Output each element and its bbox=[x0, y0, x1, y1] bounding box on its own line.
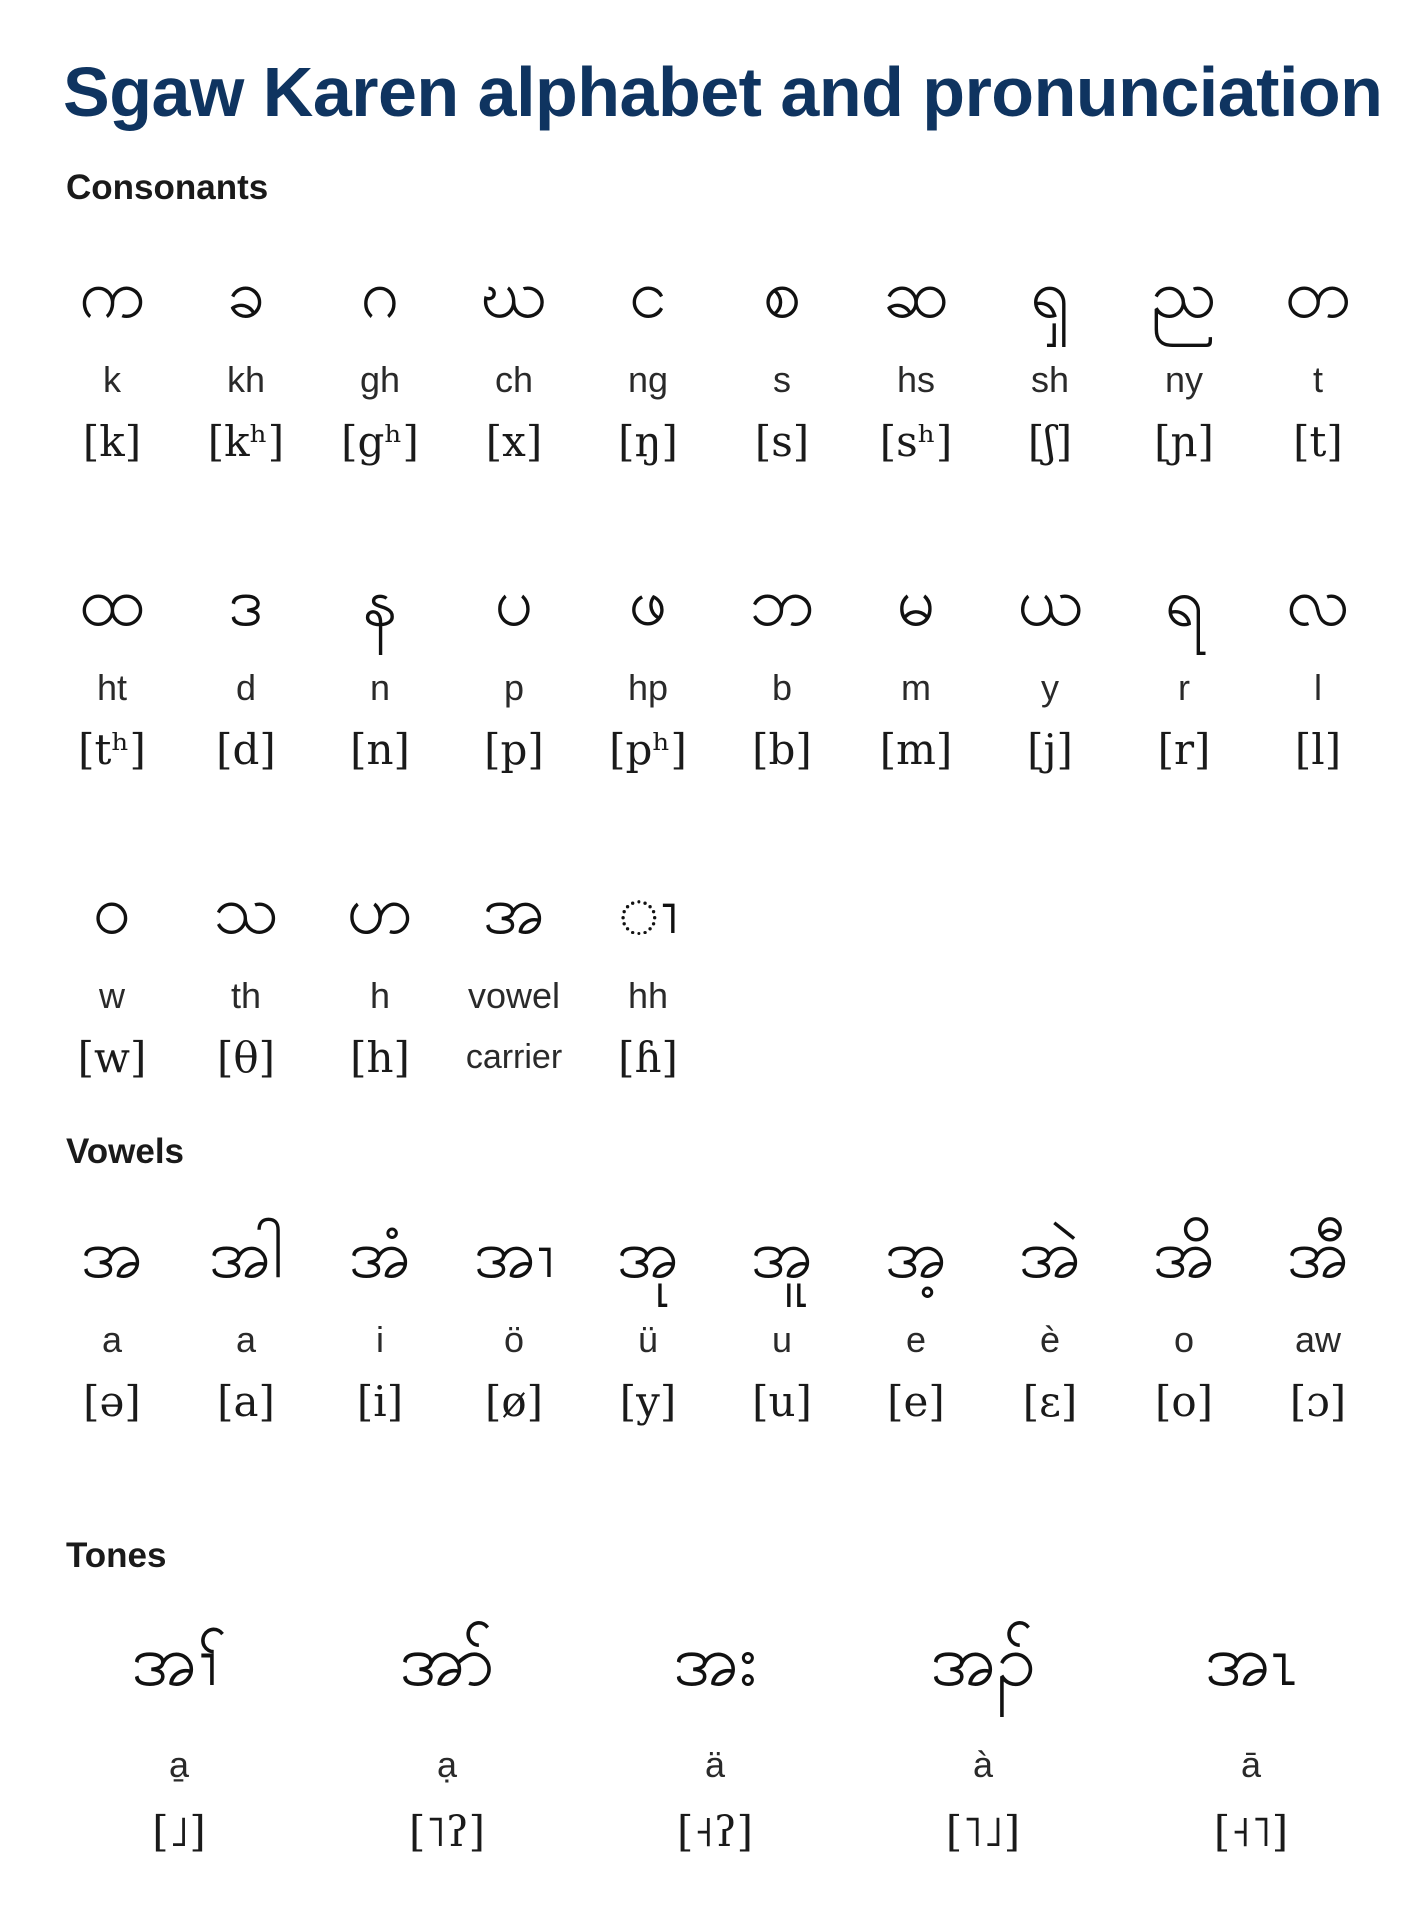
ipa-value: [i] bbox=[356, 1376, 404, 1426]
karen-glyph: အၢ bbox=[473, 1215, 555, 1294]
tone-glyph: အၢ် bbox=[130, 1618, 228, 1702]
ipa-value: [x] bbox=[485, 416, 543, 466]
romanization: r bbox=[1178, 667, 1190, 708]
karen-glyph: ဟ bbox=[346, 871, 414, 950]
ipa-value: [pʰ] bbox=[609, 724, 687, 774]
romanization: b bbox=[771, 667, 793, 708]
letter-cell bbox=[1251, 1200, 1385, 1432]
letter-cell bbox=[983, 240, 1117, 472]
tone-ipa: [˧ʔ] bbox=[676, 1806, 753, 1856]
karen-glyph: ဖ bbox=[628, 563, 668, 642]
karen-glyph: အံ bbox=[348, 1215, 412, 1294]
romanization: a bbox=[101, 1319, 123, 1360]
romanization: d bbox=[235, 667, 257, 708]
karen-glyph: အ့ bbox=[884, 1215, 948, 1294]
tone-cell bbox=[45, 1590, 313, 1862]
karen-glyph: အ bbox=[482, 871, 546, 950]
letter-cell bbox=[447, 1200, 581, 1432]
karen-glyph: အီ bbox=[1286, 1215, 1350, 1294]
letter-cell bbox=[849, 548, 983, 780]
ipa-value: [ŋ] bbox=[618, 416, 678, 466]
karen-glyph: ဃ bbox=[480, 255, 548, 334]
letter-cell bbox=[313, 548, 447, 780]
consonant-row-1 bbox=[45, 240, 1385, 472]
tone-ipa: [˧˥] bbox=[1213, 1806, 1289, 1856]
letter-cell bbox=[313, 1200, 447, 1432]
letter-cell bbox=[715, 548, 849, 780]
letter-cell bbox=[313, 856, 447, 1088]
letter-cell bbox=[45, 856, 179, 1088]
ipa-value: [sʰ] bbox=[879, 416, 953, 466]
letter-cell bbox=[447, 240, 581, 472]
karen-glyph: ယ bbox=[1016, 563, 1083, 642]
romanization: w bbox=[99, 975, 125, 1016]
ipa-value: carrier bbox=[465, 1037, 563, 1076]
letter-cell bbox=[447, 856, 581, 1088]
letter-cell bbox=[179, 548, 313, 780]
letter-cell bbox=[1251, 240, 1385, 472]
letter-cell bbox=[1117, 548, 1251, 780]
letter-cell bbox=[715, 240, 849, 472]
romanization: t bbox=[1312, 359, 1323, 400]
romanization: y bbox=[1041, 667, 1059, 708]
romanization: ö bbox=[503, 1319, 525, 1360]
tone-romanization: à bbox=[972, 1744, 994, 1785]
ipa-value: [ɔ] bbox=[1289, 1376, 1347, 1426]
karen-glyph: ၢ bbox=[617, 871, 679, 950]
tone-row bbox=[45, 1590, 1385, 1862]
letter-cell bbox=[849, 240, 983, 472]
romanization: s bbox=[773, 359, 791, 400]
ipa-value: [r] bbox=[1157, 724, 1211, 774]
letter-cell bbox=[179, 1200, 313, 1432]
consonant-row-3 bbox=[45, 856, 715, 1088]
letter-cell bbox=[715, 1200, 849, 1432]
romanization: hh bbox=[627, 975, 669, 1016]
ipa-value: [kʰ] bbox=[207, 416, 285, 466]
tone-romanization: ā bbox=[1240, 1744, 1262, 1785]
karen-glyph: န bbox=[362, 563, 398, 642]
ipa-value: [s] bbox=[754, 416, 810, 466]
ipa-value: [ø] bbox=[484, 1376, 544, 1426]
vowels-heading: Vowels bbox=[66, 1132, 185, 1171]
ipa-value: [k] bbox=[82, 416, 142, 466]
romanization: sh bbox=[1030, 359, 1070, 400]
ipa-value: [ɛ] bbox=[1022, 1376, 1078, 1426]
karen-glyph: ဘ bbox=[749, 563, 815, 642]
romanization: vowel bbox=[467, 975, 561, 1016]
karen-glyph: တ bbox=[1284, 255, 1352, 334]
ipa-value: [l] bbox=[1294, 724, 1342, 774]
karen-glyph: အိ bbox=[1152, 1215, 1216, 1294]
tone-cell bbox=[313, 1590, 581, 1862]
romanization: a bbox=[235, 1319, 257, 1360]
tone-romanization: ạ bbox=[436, 1744, 458, 1785]
romanization: è bbox=[1039, 1319, 1061, 1360]
karen-glyph: ည bbox=[1151, 255, 1217, 334]
ipa-value: [ɦ] bbox=[618, 1032, 678, 1082]
karen-glyph: ဂ bbox=[360, 255, 400, 334]
tone-romanization: a̱ bbox=[168, 1744, 190, 1785]
tone-glyph: အာ် bbox=[399, 1618, 495, 1702]
karen-glyph: လ bbox=[1286, 563, 1350, 642]
tone-ipa: [˩] bbox=[152, 1806, 206, 1856]
romanization: m bbox=[901, 667, 931, 708]
ipa-value: [m] bbox=[879, 724, 953, 774]
karen-glyph: သ bbox=[213, 871, 279, 950]
letter-cell bbox=[447, 548, 581, 780]
karen-glyph: ခ bbox=[226, 255, 266, 334]
letter-cell bbox=[45, 240, 179, 472]
tone-cell bbox=[581, 1590, 849, 1862]
karen-glyph: ထ bbox=[79, 563, 145, 642]
karen-glyph: င bbox=[629, 255, 667, 334]
romanization: l bbox=[1314, 667, 1322, 708]
romanization: th bbox=[230, 975, 262, 1016]
letter-cell bbox=[313, 240, 447, 472]
letter-cell bbox=[1117, 1200, 1251, 1432]
karen-glyph: အူ bbox=[750, 1215, 814, 1294]
letter-cell bbox=[1117, 240, 1251, 472]
karen-glyph: အ bbox=[80, 1215, 144, 1294]
romanization: ht bbox=[96, 667, 128, 708]
romanization: ng bbox=[627, 359, 669, 400]
ipa-value: [p] bbox=[484, 724, 544, 774]
ipa-value: [tʰ] bbox=[78, 724, 146, 774]
karen-glyph: အဲ bbox=[1018, 1215, 1082, 1294]
romanization: h bbox=[369, 975, 391, 1016]
karen-glyph: ဝ bbox=[92, 871, 132, 950]
karen-glyph: ၡ bbox=[1030, 255, 1070, 334]
karen-glyph: ရ bbox=[1164, 563, 1204, 642]
romanization: e bbox=[905, 1319, 927, 1360]
ipa-value: [t] bbox=[1293, 416, 1343, 466]
letter-cell bbox=[581, 240, 715, 472]
karen-glyph: စ bbox=[762, 255, 802, 334]
tone-cell bbox=[849, 1590, 1117, 1862]
letter-cell bbox=[179, 240, 313, 472]
tones-heading: Tones bbox=[66, 1536, 167, 1575]
tone-cell bbox=[1117, 1590, 1385, 1862]
ipa-value: [a] bbox=[217, 1376, 275, 1426]
letter-cell bbox=[45, 1200, 179, 1432]
karen-glyph: အါ bbox=[208, 1215, 284, 1294]
letter-cell bbox=[581, 856, 715, 1088]
ipa-value: [ə] bbox=[83, 1376, 141, 1426]
letter-cell bbox=[983, 1200, 1117, 1432]
karen-glyph: ပ bbox=[494, 563, 534, 642]
letter-cell bbox=[581, 1200, 715, 1432]
romanization: u bbox=[771, 1319, 793, 1360]
romanization: hp bbox=[627, 667, 669, 708]
karen-glyph: ဆ bbox=[883, 255, 949, 334]
karen-glyph: က bbox=[78, 255, 146, 334]
ipa-value: [w] bbox=[77, 1032, 147, 1082]
romanization: gh bbox=[359, 359, 401, 400]
karen-glyph: ဒ bbox=[228, 563, 264, 642]
karen-glyph: မ bbox=[896, 563, 936, 642]
consonants-heading: Consonants bbox=[66, 168, 269, 207]
consonant-row-2 bbox=[45, 548, 1385, 780]
romanization: p bbox=[503, 667, 525, 708]
tone-glyph: အး bbox=[672, 1618, 758, 1702]
romanization: k bbox=[103, 359, 121, 400]
ipa-value: [y] bbox=[619, 1376, 677, 1426]
ipa-value: [e] bbox=[887, 1376, 945, 1426]
romanization: kh bbox=[226, 359, 266, 400]
tone-glyph: အၣ် bbox=[929, 1618, 1037, 1702]
page-title: Sgaw Karen alphabet and pronunciation bbox=[63, 53, 1383, 131]
ipa-value: [θ] bbox=[216, 1032, 276, 1082]
romanization: n bbox=[369, 667, 391, 708]
tone-ipa: [˥ʔ] bbox=[408, 1806, 485, 1856]
romanization: ü bbox=[637, 1319, 659, 1360]
ipa-value: [j] bbox=[1027, 724, 1073, 774]
romanization: aw bbox=[1294, 1319, 1342, 1360]
ipa-value: [o] bbox=[1154, 1376, 1214, 1426]
ipa-value: [ɲ] bbox=[1154, 416, 1214, 466]
letter-cell bbox=[849, 1200, 983, 1432]
romanization: i bbox=[376, 1319, 384, 1360]
letter-cell bbox=[45, 548, 179, 780]
ipa-value: [n] bbox=[350, 724, 410, 774]
karen-glyph: အု bbox=[616, 1215, 680, 1294]
romanization: o bbox=[1173, 1319, 1195, 1360]
letter-cell bbox=[983, 548, 1117, 780]
letter-cell bbox=[1251, 548, 1385, 780]
letter-cell bbox=[581, 548, 715, 780]
tone-glyph: အၤ bbox=[1204, 1618, 1298, 1702]
ipa-value: [b] bbox=[752, 724, 812, 774]
ipa-value: [d] bbox=[216, 724, 276, 774]
vowel-row bbox=[45, 1200, 1385, 1432]
tone-romanization: ä bbox=[704, 1744, 726, 1785]
romanization: ch bbox=[494, 359, 534, 400]
ipa-value: [h] bbox=[350, 1032, 410, 1082]
letter-cell bbox=[179, 856, 313, 1088]
romanization: ny bbox=[1164, 359, 1204, 400]
ipa-value: [u] bbox=[752, 1376, 812, 1426]
ipa-value: [gʰ] bbox=[341, 416, 419, 466]
tone-ipa: [˥˩] bbox=[945, 1806, 1021, 1856]
romanization: hs bbox=[896, 359, 936, 400]
ipa-value: [ʃ] bbox=[1027, 416, 1073, 466]
